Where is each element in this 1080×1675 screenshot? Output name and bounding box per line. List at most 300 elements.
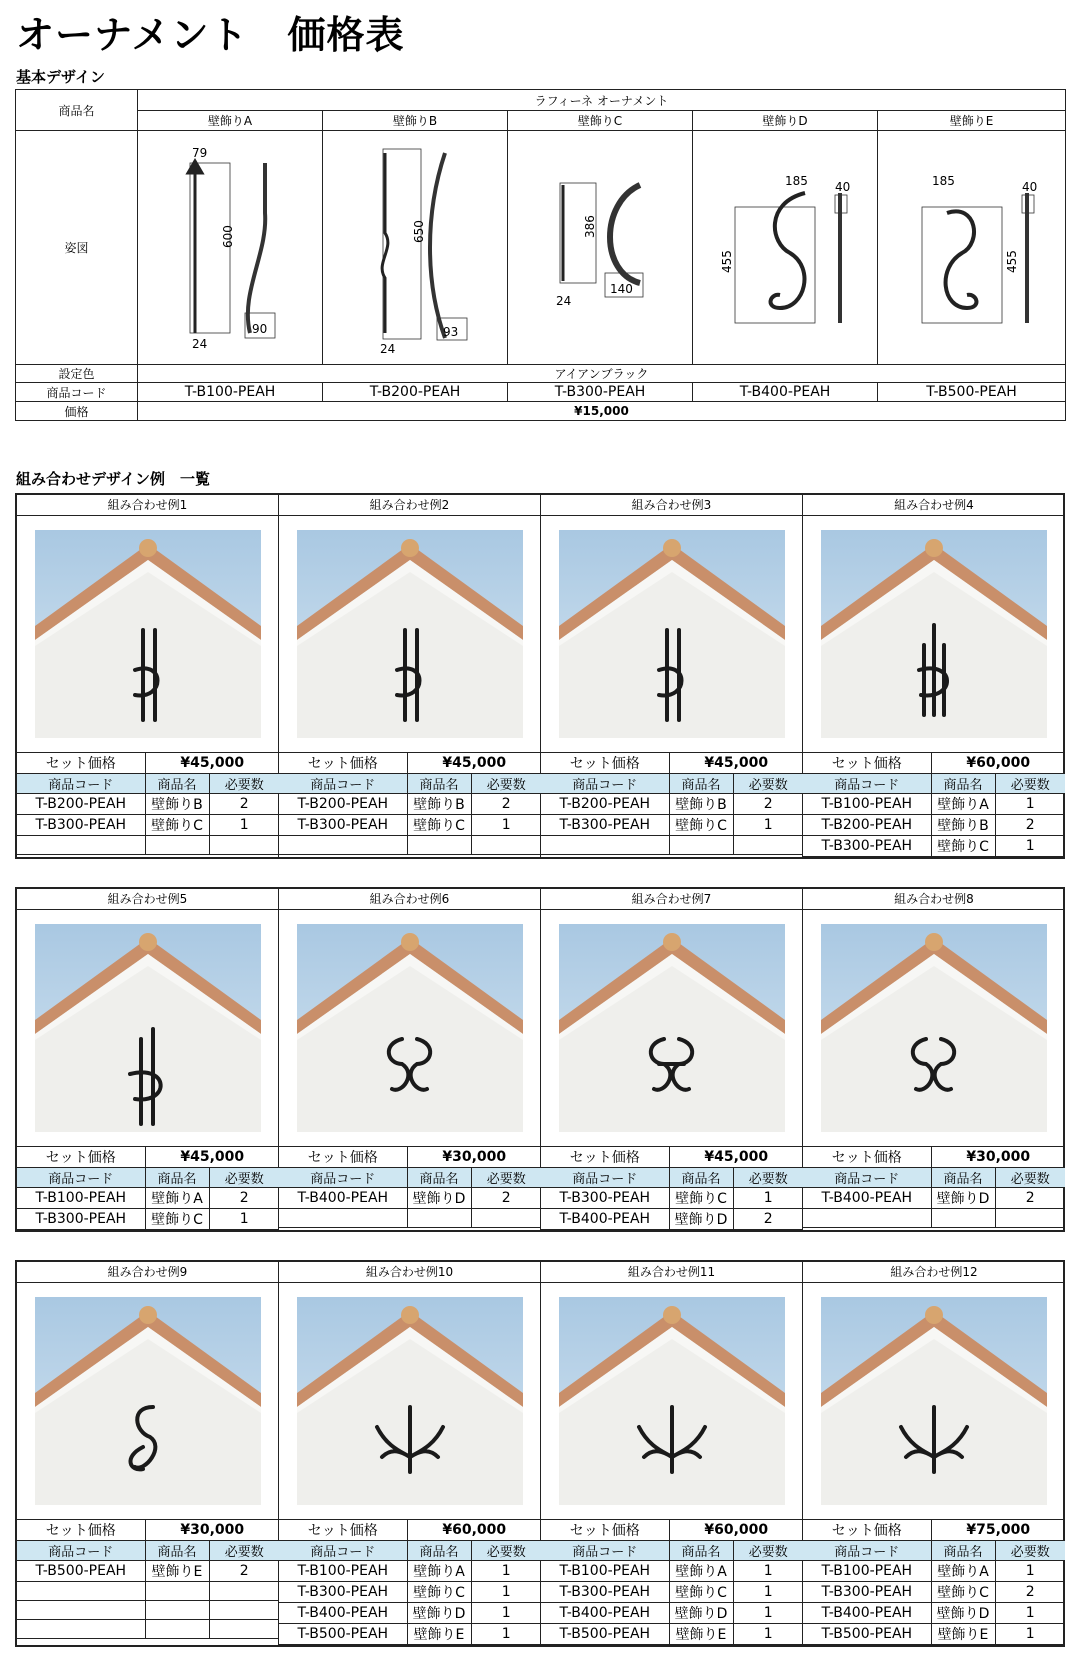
part-qty: 1 <box>733 1624 803 1645</box>
gable-photo-image <box>35 924 261 1132</box>
part-qty: 1 <box>995 794 1065 815</box>
part-qty: 2 <box>209 1188 279 1209</box>
part-qty: 1 <box>733 1561 803 1582</box>
ornament-a-drawing <box>140 133 320 363</box>
part-name: 壁飾りD <box>669 1209 733 1230</box>
part-code <box>17 1620 145 1639</box>
part-code: T-B400-PEAH <box>803 1188 931 1209</box>
col-qty: 必要数 <box>471 1541 541 1561</box>
part-qty <box>209 1582 279 1601</box>
part-name <box>145 1582 209 1601</box>
set-price-label: セット価格 <box>803 1147 931 1168</box>
part-code: T-B300-PEAH <box>541 1188 669 1209</box>
part-name: 壁飾りA <box>407 1561 471 1582</box>
table-row <box>17 815 279 836</box>
code-c: T-B300-PEAH <box>508 383 693 402</box>
code-e: T-B500-PEAH <box>878 383 1066 402</box>
part-name: 壁飾りA <box>669 1561 733 1582</box>
table-row <box>803 1603 1065 1624</box>
basic-design-heading: 基本デザイン <box>16 68 105 86</box>
gable-photo-image <box>559 924 785 1132</box>
part-code: T-B500-PEAH <box>17 1561 145 1582</box>
table-row <box>803 1624 1065 1645</box>
col-code: 商品コード <box>17 1168 145 1188</box>
part-qty <box>209 1620 279 1639</box>
part-name: 壁飾りA <box>145 1188 209 1209</box>
col-name: 商品名 <box>407 774 471 794</box>
table-row <box>279 1624 541 1645</box>
combo-title: 組み合わせ例4 <box>803 495 1065 516</box>
combo-title: 組み合わせ例1 <box>17 495 278 516</box>
part-code: T-B500-PEAH <box>803 1624 931 1645</box>
table-row <box>279 1209 541 1228</box>
part-qty: 1 <box>471 1624 541 1645</box>
part-name: 壁飾りC <box>407 815 471 836</box>
part-name: 壁飾りC <box>145 815 209 836</box>
part-name: 壁飾りC <box>669 1582 733 1603</box>
set-price: ¥30,000 <box>145 1520 279 1541</box>
part-name: 壁飾りD <box>931 1188 995 1209</box>
col-qty: 必要数 <box>209 1541 279 1561</box>
table-row <box>803 815 1065 836</box>
part-qty: 1 <box>733 815 803 836</box>
part-qty: 1 <box>733 1582 803 1603</box>
part-name: 壁飾りE <box>145 1561 209 1582</box>
col-code: 商品コード <box>803 1541 931 1561</box>
dim-c-height: 386 <box>583 214 597 238</box>
set-price-label: セット価格 <box>279 753 407 774</box>
combo-table <box>803 753 1065 857</box>
part-qty <box>471 836 541 855</box>
combo-title: 組み合わせ例5 <box>17 889 278 910</box>
combo-title: 組み合わせ例2 <box>279 495 540 516</box>
dim-d-height: 455 <box>720 249 734 273</box>
set-price: ¥45,000 <box>669 753 803 774</box>
part-code: T-B300-PEAH <box>803 836 931 857</box>
part-code: T-B300-PEAH <box>279 815 407 836</box>
combo-card <box>17 889 279 1230</box>
set-price-label: セット価格 <box>803 1520 931 1541</box>
table-row <box>541 1561 803 1582</box>
combo-row <box>15 493 1065 859</box>
part-qty: 2 <box>995 815 1065 836</box>
part-qty: 1 <box>209 1209 279 1230</box>
part-name: 壁飾りB <box>669 794 733 815</box>
part-name: 壁飾りE <box>407 1624 471 1645</box>
part-name <box>145 1620 209 1639</box>
part-code: T-B400-PEAH <box>279 1188 407 1209</box>
item-name-a: 壁飾りA <box>138 111 323 131</box>
part-name: 壁飾りE <box>669 1624 733 1645</box>
part-name: 壁飾りE <box>931 1624 995 1645</box>
combo-table <box>541 1520 803 1645</box>
part-name: 壁飾りC <box>407 1582 471 1603</box>
combo-title: 組み合わせ例3 <box>541 495 802 516</box>
part-qty: 2 <box>209 794 279 815</box>
col-code: 商品コード <box>279 1168 407 1188</box>
dim-c-depth: 140 <box>610 281 633 296</box>
col-qty: 必要数 <box>209 1168 279 1188</box>
ornament-c-drawing <box>510 133 690 363</box>
table-row <box>803 1561 1065 1582</box>
combo-card <box>279 1262 541 1645</box>
part-qty: 2 <box>471 1188 541 1209</box>
dim-b-height: 650 <box>412 219 426 243</box>
part-name: 壁飾りD <box>407 1603 471 1624</box>
figure-b <box>323 131 508 365</box>
part-name: 壁飾りA <box>931 794 995 815</box>
part-qty <box>995 1209 1065 1228</box>
combo-table <box>541 753 803 855</box>
table-row <box>17 1188 279 1209</box>
set-price-label: セット価格 <box>279 1147 407 1168</box>
col-name: 商品名 <box>407 1168 471 1188</box>
col-code: 商品コード <box>17 1541 145 1561</box>
table-row <box>17 836 279 855</box>
dim-a-width: 79 <box>192 145 208 160</box>
combo-title: 組み合わせ例8 <box>803 889 1065 910</box>
gable-photo-image <box>297 530 523 738</box>
col-name: 商品名 <box>407 1541 471 1561</box>
ornament-e-drawing <box>882 133 1062 363</box>
gable-photo-image <box>559 530 785 738</box>
col-code: 商品コード <box>541 1541 669 1561</box>
part-name: 壁飾りB <box>145 794 209 815</box>
set-price-label: セット価格 <box>541 1147 669 1168</box>
set-price: ¥75,000 <box>931 1520 1065 1541</box>
part-name <box>931 1209 995 1228</box>
part-qty: 1 <box>995 1624 1065 1645</box>
combo-title: 組み合わせ例10 <box>279 1262 540 1283</box>
combo-card <box>17 1262 279 1645</box>
part-code: T-B300-PEAH <box>541 815 669 836</box>
table-row <box>17 794 279 815</box>
col-qty: 必要数 <box>995 1168 1065 1188</box>
part-code: T-B500-PEAH <box>279 1624 407 1645</box>
part-name <box>407 1209 471 1228</box>
combo-photo <box>17 516 278 753</box>
set-price: ¥60,000 <box>407 1520 541 1541</box>
label-color: 設定色 <box>16 365 138 383</box>
combo-title: 組み合わせ例11 <box>541 1262 802 1283</box>
part-code: T-B400-PEAH <box>541 1209 669 1230</box>
part-code: T-B100-PEAH <box>541 1561 669 1582</box>
set-price-label: セット価格 <box>17 1147 145 1168</box>
part-code: T-B500-PEAH <box>541 1624 669 1645</box>
table-row <box>279 1582 541 1603</box>
label-code: 商品コード <box>16 383 138 402</box>
part-name: 壁飾りD <box>931 1603 995 1624</box>
part-name <box>145 836 209 855</box>
gable-photo-image <box>297 1297 523 1505</box>
dim-e-width: 185 <box>931 173 955 188</box>
dim-d-thick: 40 <box>835 179 851 194</box>
combo-card <box>541 889 803 1230</box>
combo-table <box>803 1520 1065 1645</box>
part-name: 壁飾りD <box>669 1603 733 1624</box>
label-figure: 姿図 <box>16 131 138 365</box>
part-qty: 1 <box>995 836 1065 857</box>
color-value: アイアンブラック <box>138 365 1066 383</box>
col-qty: 必要数 <box>471 774 541 794</box>
col-code: 商品コード <box>541 1168 669 1188</box>
part-qty: 1 <box>995 1561 1065 1582</box>
dim-d-width: 185 <box>785 173 808 188</box>
table-row <box>803 1209 1065 1228</box>
part-name <box>407 836 471 855</box>
col-name: 商品名 <box>931 1541 995 1561</box>
col-name: 商品名 <box>669 1168 733 1188</box>
table-row <box>279 1561 541 1582</box>
combo-card <box>541 1262 803 1645</box>
set-price: ¥60,000 <box>669 1520 803 1541</box>
combo-row <box>15 887 1065 1232</box>
part-code: T-B100-PEAH <box>279 1561 407 1582</box>
set-price-label: セット価格 <box>17 1520 145 1541</box>
table-row <box>541 1582 803 1603</box>
set-price: ¥30,000 <box>407 1147 541 1168</box>
part-code: T-B300-PEAH <box>17 815 145 836</box>
part-code: T-B200-PEAH <box>279 794 407 815</box>
gable-photo-image <box>821 530 1047 738</box>
item-name-c: 壁飾りC <box>508 111 693 131</box>
combo-photo <box>279 1283 540 1520</box>
combo-photo <box>803 1283 1065 1520</box>
part-qty <box>209 836 279 855</box>
dim-c-thick: 24 <box>556 293 572 308</box>
part-qty: 2 <box>733 1209 803 1230</box>
unit-price: ¥15,000 <box>138 402 1066 421</box>
part-code: T-B100-PEAH <box>17 1188 145 1209</box>
col-qty: 必要数 <box>995 774 1065 794</box>
part-name <box>669 836 733 855</box>
set-price: ¥45,000 <box>669 1147 803 1168</box>
combo-photo <box>541 910 802 1147</box>
col-code: 商品コード <box>17 774 145 794</box>
table-row <box>541 836 803 855</box>
combo-card <box>803 889 1065 1230</box>
col-qty: 必要数 <box>733 1168 803 1188</box>
label-product-name: 商品名 <box>16 90 138 131</box>
part-name: 壁飾りB <box>931 815 995 836</box>
part-qty: 1 <box>471 1582 541 1603</box>
part-qty: 2 <box>995 1582 1065 1603</box>
part-code: T-B300-PEAH <box>279 1582 407 1603</box>
col-qty: 必要数 <box>209 774 279 794</box>
part-code: T-B400-PEAH <box>803 1603 931 1624</box>
set-price-label: セット価格 <box>803 753 931 774</box>
part-name: 壁飾りC <box>669 1188 733 1209</box>
table-row <box>279 1603 541 1624</box>
table-row <box>541 794 803 815</box>
col-code: 商品コード <box>541 774 669 794</box>
code-d: T-B400-PEAH <box>693 383 878 402</box>
combo-photo <box>279 516 540 753</box>
combo-table <box>17 1520 279 1639</box>
part-code <box>17 1582 145 1601</box>
code-b: T-B200-PEAH <box>323 383 508 402</box>
combo-photo <box>279 910 540 1147</box>
table-row <box>17 1561 279 1582</box>
table-row <box>803 1188 1065 1209</box>
part-code: T-B100-PEAH <box>803 794 931 815</box>
part-code: T-B300-PEAH <box>17 1209 145 1230</box>
part-code: T-B400-PEAH <box>279 1603 407 1624</box>
part-qty: 1 <box>209 815 279 836</box>
part-code: T-B100-PEAH <box>803 1561 931 1582</box>
part-qty: 1 <box>471 815 541 836</box>
table-row <box>541 1624 803 1645</box>
part-name: 壁飾りC <box>931 1582 995 1603</box>
combo-card <box>279 889 541 1230</box>
part-name: 壁飾りB <box>407 794 471 815</box>
set-price: ¥30,000 <box>931 1147 1065 1168</box>
combo-table <box>17 1147 279 1230</box>
gable-photo-image <box>35 1297 261 1505</box>
dim-a-depth: 90 <box>252 321 268 336</box>
part-qty: 2 <box>209 1561 279 1582</box>
col-name: 商品名 <box>145 1541 209 1561</box>
table-row <box>279 1188 541 1209</box>
combo-title: 組み合わせ例6 <box>279 889 540 910</box>
table-row <box>803 1582 1065 1603</box>
code-a: T-B100-PEAH <box>138 383 323 402</box>
part-code <box>803 1209 931 1228</box>
combo-card <box>17 495 279 857</box>
part-code: T-B400-PEAH <box>541 1603 669 1624</box>
gable-photo-image <box>821 924 1047 1132</box>
part-qty: 1 <box>471 1561 541 1582</box>
col-code: 商品コード <box>279 1541 407 1561</box>
set-price-label: セット価格 <box>541 1520 669 1541</box>
col-qty: 必要数 <box>733 774 803 794</box>
series-name: ラフィーネ オーナメント <box>138 90 1066 111</box>
table-row <box>541 1188 803 1209</box>
col-name: 商品名 <box>145 1168 209 1188</box>
part-code: T-B200-PEAH <box>541 794 669 815</box>
part-code: T-B300-PEAH <box>541 1582 669 1603</box>
combo-photo <box>803 516 1065 753</box>
table-row <box>17 1601 279 1620</box>
table-row <box>803 794 1065 815</box>
table-row <box>279 815 541 836</box>
combo-photo <box>803 910 1065 1147</box>
part-qty: 2 <box>471 794 541 815</box>
combo-table <box>279 1147 541 1228</box>
part-code: T-B200-PEAH <box>803 815 931 836</box>
item-name-b: 壁飾りB <box>323 111 508 131</box>
combo-title: 組み合わせ例7 <box>541 889 802 910</box>
part-qty: 1 <box>733 1188 803 1209</box>
combo-row <box>15 1260 1065 1647</box>
part-name: 壁飾りC <box>669 815 733 836</box>
part-name: 壁飾りA <box>931 1561 995 1582</box>
item-name-e: 壁飾りE <box>878 111 1066 131</box>
col-code: 商品コード <box>803 1168 931 1188</box>
gable-photo-image <box>297 924 523 1132</box>
figure-d <box>693 131 878 365</box>
combo-table <box>279 1520 541 1645</box>
table-row <box>541 815 803 836</box>
part-code: T-B200-PEAH <box>17 794 145 815</box>
combo-photo <box>17 910 278 1147</box>
col-name: 商品名 <box>931 774 995 794</box>
part-qty: 1 <box>471 1603 541 1624</box>
part-code <box>17 836 145 855</box>
combo-card <box>803 1262 1065 1645</box>
table-row <box>279 794 541 815</box>
set-price-label: セット価格 <box>17 753 145 774</box>
set-price: ¥45,000 <box>145 1147 279 1168</box>
combos-grid <box>15 493 1065 1675</box>
combo-card <box>541 495 803 857</box>
combo-card <box>803 495 1065 857</box>
table-row <box>541 1603 803 1624</box>
combos-heading: 組み合わせデザイン例 一覧 <box>16 470 210 488</box>
gable-photo-image <box>821 1297 1047 1505</box>
combo-photo <box>17 1283 278 1520</box>
table-row <box>17 1209 279 1230</box>
part-code <box>279 836 407 855</box>
combo-table <box>17 753 279 855</box>
figure-e <box>878 131 1066 365</box>
set-price-label: セット価格 <box>541 753 669 774</box>
combo-photo <box>541 516 802 753</box>
dim-a-thick: 24 <box>192 336 208 351</box>
part-code <box>541 836 669 855</box>
ornament-d-drawing <box>695 133 875 363</box>
table-row <box>803 836 1065 857</box>
part-qty: 1 <box>995 1603 1065 1624</box>
part-code: T-B300-PEAH <box>803 1582 931 1603</box>
part-name: 壁飾りC <box>145 1209 209 1230</box>
part-name: 壁飾りD <box>407 1188 471 1209</box>
gable-photo-image <box>35 530 261 738</box>
page-title: オーナメント 価格表 <box>16 13 405 57</box>
dim-e-height: 455 <box>1004 249 1019 273</box>
part-code <box>17 1601 145 1620</box>
col-qty: 必要数 <box>471 1168 541 1188</box>
figure-c <box>508 131 693 365</box>
col-name: 商品名 <box>931 1168 995 1188</box>
combo-table <box>541 1147 803 1230</box>
col-qty: 必要数 <box>733 1541 803 1561</box>
set-price-label: セット価格 <box>279 1520 407 1541</box>
part-code <box>279 1209 407 1228</box>
combo-card <box>279 495 541 857</box>
set-price: ¥45,000 <box>407 753 541 774</box>
set-price: ¥60,000 <box>931 753 1065 774</box>
dim-b-depth: 93 <box>443 324 459 339</box>
table-row <box>541 1209 803 1230</box>
col-name: 商品名 <box>669 1541 733 1561</box>
combo-title: 組み合わせ例9 <box>17 1262 278 1283</box>
part-qty <box>209 1601 279 1620</box>
label-price: 価格 <box>16 402 138 421</box>
combo-title: 組み合わせ例12 <box>803 1262 1065 1283</box>
gable-photo-image <box>559 1297 785 1505</box>
combo-photo <box>541 1283 802 1520</box>
part-qty <box>733 836 803 855</box>
dim-a-height: 600 <box>221 224 235 248</box>
col-name: 商品名 <box>669 774 733 794</box>
table-row <box>279 836 541 855</box>
col-qty: 必要数 <box>995 1541 1065 1561</box>
set-price: ¥45,000 <box>145 753 279 774</box>
table-row <box>17 1582 279 1601</box>
col-name: 商品名 <box>145 774 209 794</box>
part-qty <box>471 1209 541 1228</box>
